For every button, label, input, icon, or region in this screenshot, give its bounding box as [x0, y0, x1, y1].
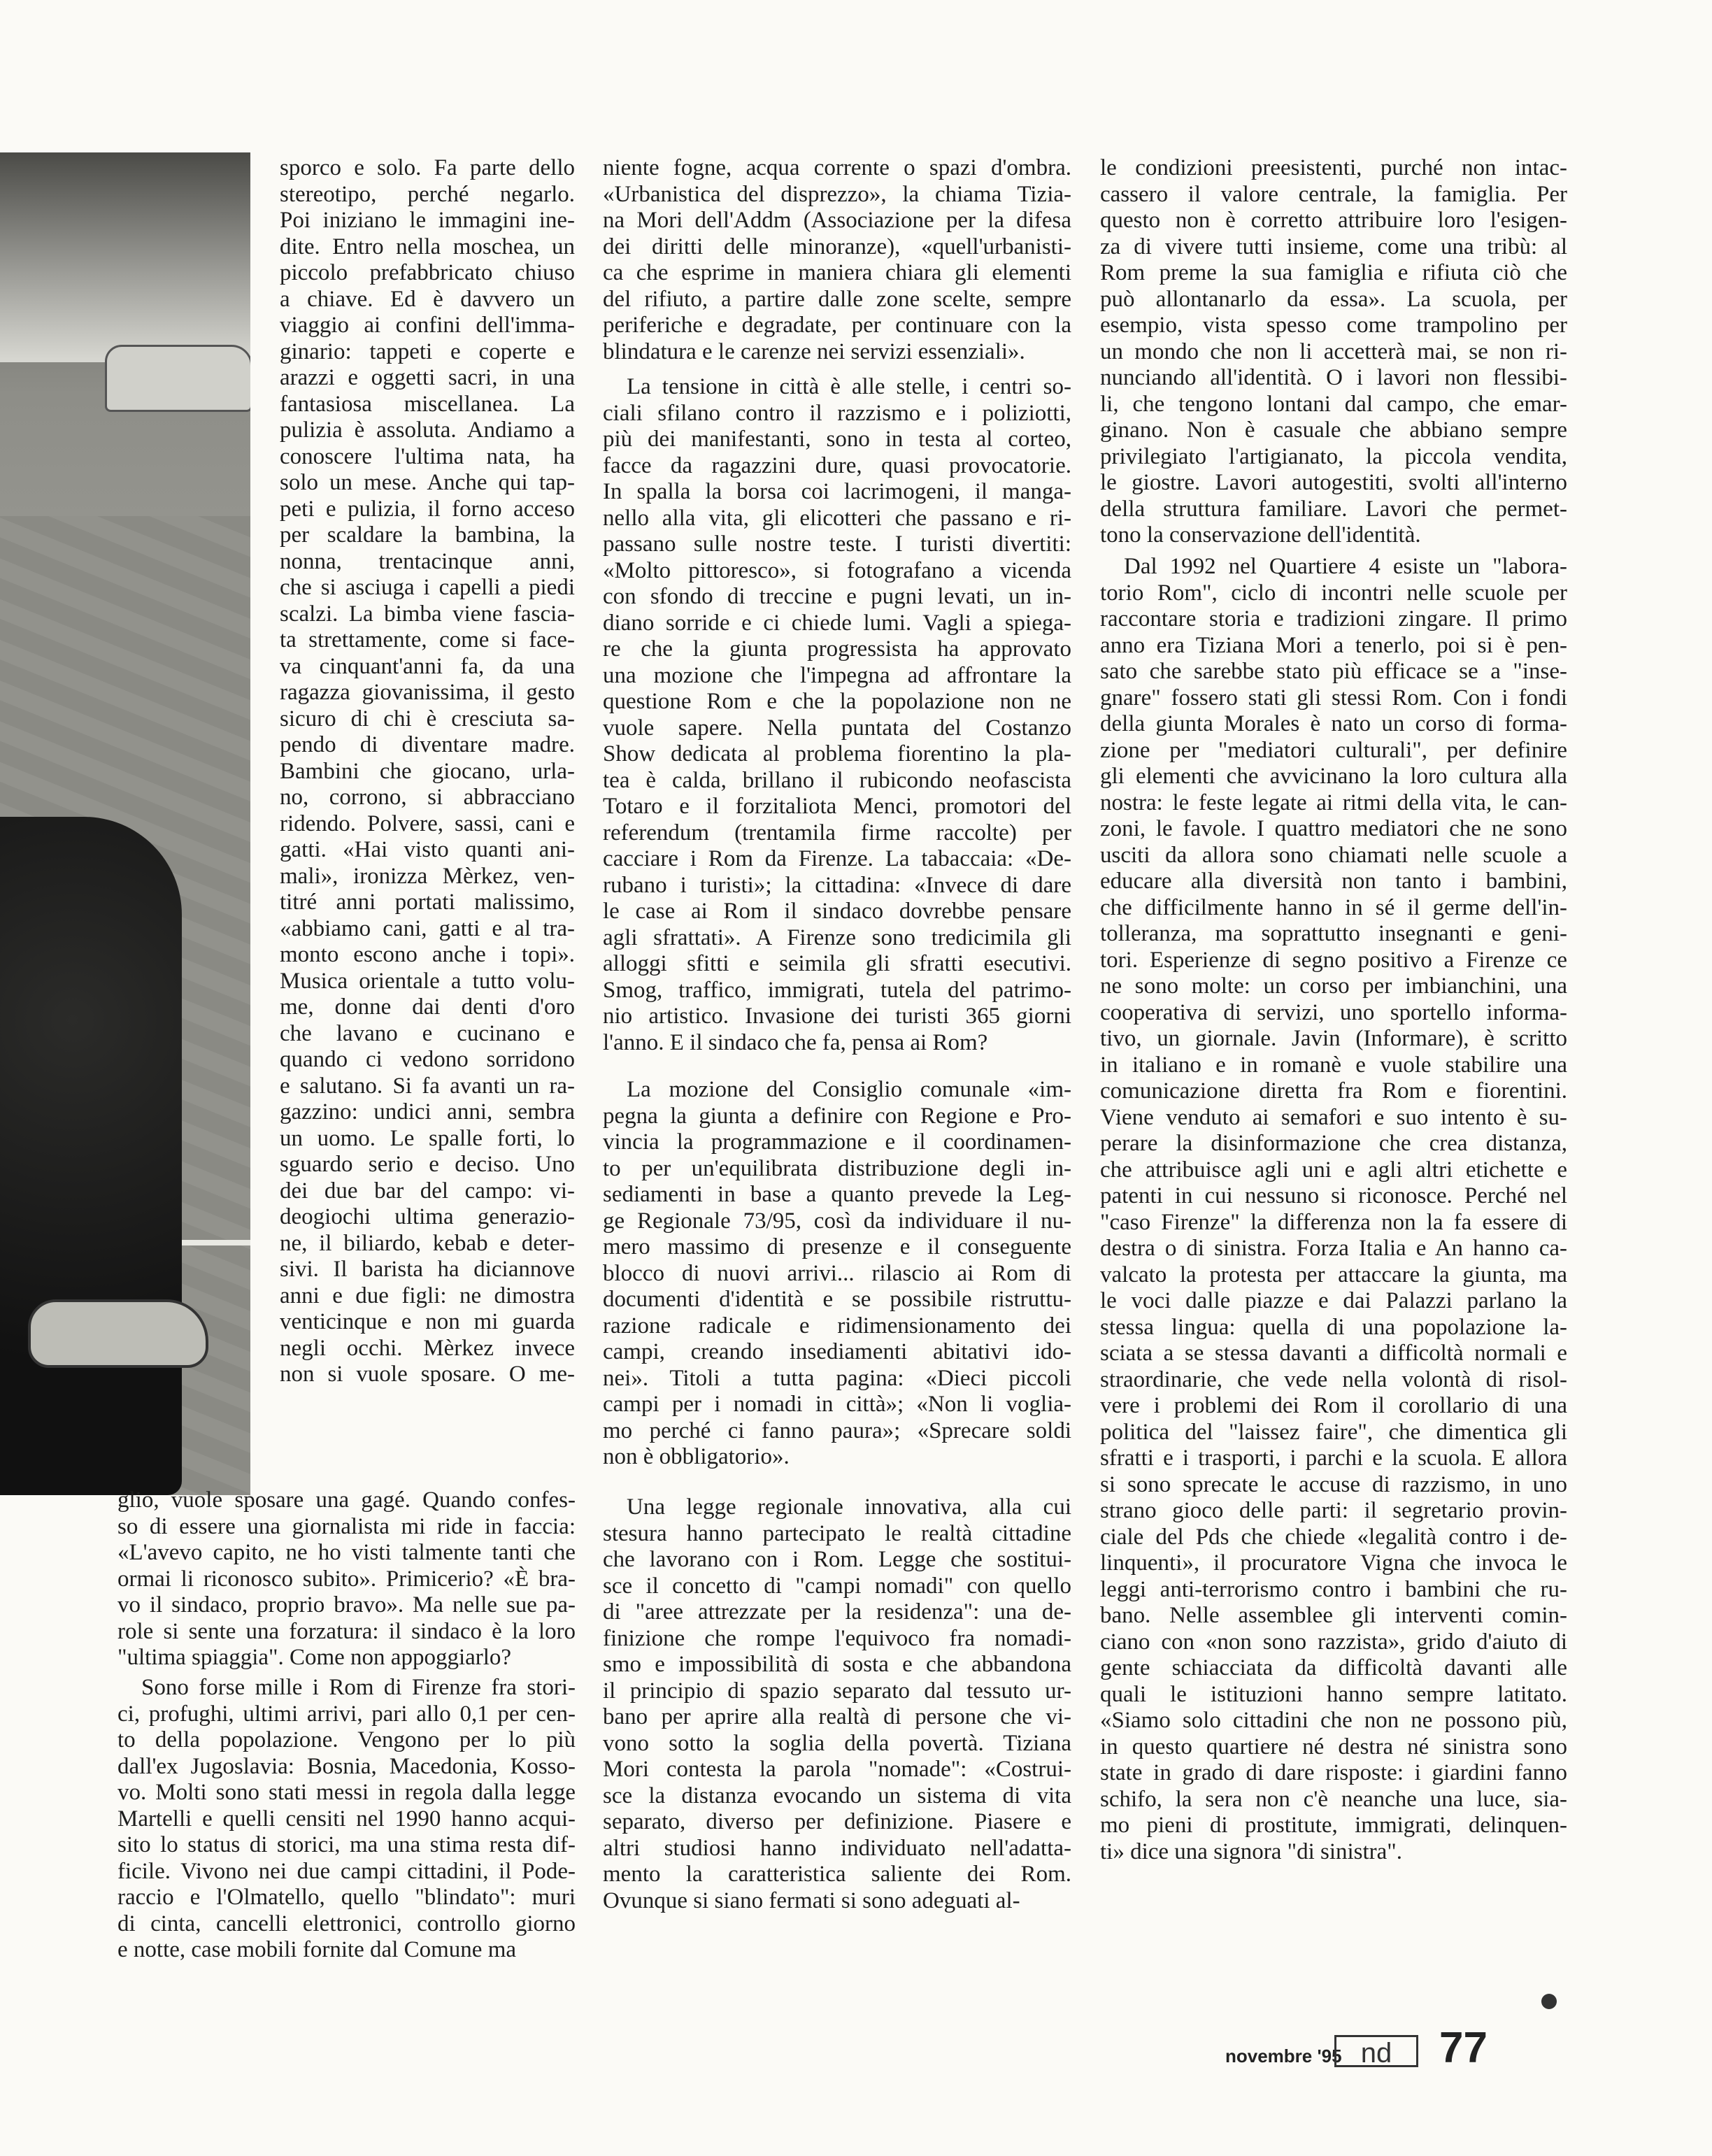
text-line: sfratti e i trasporti, i parchi e la scuola. E allora — [1100, 1445, 1567, 1471]
text-line: sce la distanza evocando un sistema di vita — [603, 1783, 1071, 1808]
text-line: nello alla vita, gli elicotteri che passano e ri- — [603, 505, 1071, 531]
text-line: sivi. Il barista ha diciannove — [280, 1257, 575, 1282]
text-line: di cinta, cancelli elettronici, controllo giorno — [117, 1911, 576, 1936]
text-line: state in grado di dare risposte: i giardini fanno — [1100, 1760, 1567, 1785]
text-line: sito lo status di storici, ma una stima resta dif- — [117, 1832, 576, 1857]
text-line: «Urbanistica del disprezzo», la chiama Tizia- — [603, 181, 1071, 207]
text-line: «abbiamo cani, gatti e al tra- — [280, 915, 575, 941]
text-line: ti» dice una signora "di sinistra". — [1100, 1839, 1403, 1864]
text-line: raccio e l'Olmatello, quello "blindato": muri — [117, 1885, 576, 1910]
text-line: alloggi sfitti e seimila gli sfratti esecutivi. — [603, 951, 1071, 976]
text-line: monto escono anche i topi». — [280, 942, 575, 967]
text-line: ca che esprime in maniera chiara gli elementi — [603, 260, 1071, 285]
text-line: perare la disinformazione che crea distanza, — [1100, 1131, 1567, 1156]
page-number: 77 — [1439, 2024, 1488, 2072]
text-line: sciata a se stessa davanti a difficoltà normali e — [1100, 1341, 1567, 1366]
text-line: cacciare i Rom da Firenze. La tabaccaia: «De- — [603, 846, 1071, 871]
text-line: strano gioco delle parti: il segretario provin- — [1100, 1498, 1567, 1523]
photo — [0, 152, 250, 1495]
text-line: titré anni portati malissimo, — [280, 890, 575, 915]
text-line: so di essere una giornalista mi ride in faccia: — [117, 1513, 576, 1539]
text-line: Musica orientale a tutto volu- — [280, 968, 575, 994]
article-column-1-wide — [117, 1487, 576, 1671]
text-line: della struttura familiare. Lavori che permet- — [1100, 496, 1567, 522]
text-line: ormai li riconosco subito». Primicerio? «È bra- — [117, 1566, 576, 1592]
text-line: e notte, case mobili fornite dal Comune ma — [117, 1937, 517, 1962]
text-line: Viene venduto ai semafori e suo intento è su- — [1100, 1104, 1567, 1130]
text-line: zione per "mediatori culturali", per definire — [1100, 737, 1567, 763]
text-line: mo perché ci fanno paura»; «Sprecare soldi — [603, 1418, 1071, 1443]
text-line: ne, il biliardo, kebab e deter- — [280, 1230, 575, 1256]
text-line: sicuro di chi è cresciuta sa- — [280, 706, 575, 731]
text-line: Smog, traffico, immigrati, tutela del patrimo- — [603, 977, 1071, 1003]
text-line: destra o di sinistra. Forza Italia e An hanno ca- — [1100, 1236, 1567, 1261]
text-line: le voci dalle piazze e dai Palazzi parlano la — [1100, 1288, 1567, 1313]
text-line: quando ci vedono sorridono — [280, 1047, 575, 1072]
text-line: questo non è corretto attribuire loro l'esigen- — [1100, 208, 1567, 233]
text-line: nei». Titoli a tutta pagina: «Dieci piccoli — [603, 1365, 1071, 1391]
text-line: ginario: tappeti e coperte e — [280, 338, 575, 364]
text-line: sediamenti in base a quanto prevede la Leg- — [603, 1182, 1071, 1207]
text-line: vo il sindaco, proprio bravo». Ma nelle sue pa- — [117, 1592, 576, 1618]
text-line: del rifiuto, a partire dalle zone scelte, sempre — [603, 286, 1071, 312]
text-line: zoni, le favole. I quattro mediatori che ne sono — [1100, 816, 1567, 841]
text-line: za di vivere tutti insieme, come una tribù: al — [1100, 234, 1567, 259]
text-line: linquenti», il procuratore Vigna che invoca le — [1100, 1550, 1567, 1576]
text-line: in questo quartiere né destra né sinistra sono — [1100, 1734, 1567, 1759]
text-line: deogiochi ultima generazio- — [280, 1204, 575, 1229]
text-line: raccontare storia e tradizioni zingare. Il primo — [1100, 606, 1567, 631]
text-line: li, che tengono lontani dal campo, che emar- — [1100, 391, 1567, 417]
text-line: to della popolazione. Vengono per lo più — [117, 1727, 576, 1752]
text-line: pulizia è assoluta. Andiamo a — [280, 417, 575, 443]
text-line: Bambini che giocano, urla- — [280, 758, 575, 784]
text-line: tea è calda, brillano il rubicondo neofascista — [603, 767, 1071, 793]
text-line: gatti. «Hai visto quanti ani- — [280, 837, 575, 862]
text-line: esempio, vista spesso come trampolino per — [1100, 313, 1567, 338]
article-column-2-paragraph-1 — [603, 155, 1071, 365]
text-line: na Mori dell'Addm (Associazione per la difesa — [603, 208, 1071, 233]
text-line: blindatura e le carenze nei servizi essenziali». — [603, 338, 1025, 364]
text-line: role si sente una forzatura: il sindaco è la loro — [117, 1618, 576, 1644]
text-line: può allontanarlo da essa». La scuola, per — [1100, 286, 1567, 312]
text-line: sce il concetto di "campi nomadi" con quello — [603, 1573, 1071, 1599]
text-line: separato, diverso per definizione. Piasere e — [603, 1809, 1071, 1834]
text-line: pegna la giunta a definire con Regione e Pro- — [603, 1103, 1071, 1129]
text-line: blocco di nuovi arrivi... rilascio ai Rom di — [603, 1260, 1071, 1286]
text-line: le giostre. Lavori autogestiti, svolti all'interno — [1100, 470, 1567, 495]
issue-date: novembre '95 — [1225, 2046, 1342, 2066]
text-line: che difficilmente hanno in sé il germe dell'in- — [1100, 894, 1567, 920]
text-line: sato che sarebbe stato più efficace se a "inse- — [1100, 659, 1567, 684]
text-line: patenti in cui nessuno si riconosce. Perché nel — [1100, 1183, 1567, 1208]
text-line: dei due bar del campo: vi- — [280, 1178, 575, 1204]
text-line: mali», ironizza Mèrkez, ven- — [280, 863, 575, 889]
text-line: gazzino: undici anni, sembra — [280, 1099, 575, 1125]
article-column-3-paragraph-2 — [1100, 554, 1567, 1865]
text-line: me, donne dai denti d'oro — [280, 994, 575, 1020]
text-line: stesura hanno partecipato le realtà cittadine — [603, 1520, 1071, 1546]
text-line: smo e impossibilità di sosta e che abbandona — [603, 1652, 1071, 1677]
end-mark — [1541, 1994, 1557, 2009]
text-line: passano sulle nostre teste. I turisti divertiti: — [603, 531, 1071, 557]
text-line: va cinquant'anni fa, da una — [280, 653, 575, 679]
article-column-1-paragraph — [117, 1675, 576, 1964]
text-line: bano. Nelle assemblee gli interventi comin- — [1100, 1603, 1567, 1628]
article-column-3-paragraph-1 — [1100, 155, 1567, 549]
text-line: fantasiosa miscellanea. La — [280, 391, 575, 417]
text-line: torio Rom", ciclo di incontri nelle scuole per — [1100, 580, 1567, 606]
text-line: piccolo prefabbricato chiuso — [280, 260, 575, 285]
text-line: quali le istituzioni hanno sempre latitato. — [1100, 1681, 1567, 1707]
text-line: un uomo. Le spalle forti, lo — [280, 1125, 575, 1151]
text-line: ciano con «non sono razzista», grido d'aiuto di — [1100, 1629, 1567, 1655]
text-line: negli occhi. Mèrkez invece — [280, 1335, 575, 1361]
text-line: nostra: le feste legate ai ritmi della vita, le can- — [1100, 790, 1567, 815]
text-line: di "aree attrezzate per la residenza": una de- — [603, 1599, 1071, 1625]
text-line: «Molto pittoresco», si fotografano a vicenda — [603, 557, 1071, 583]
text-line: La mozione del Consiglio comunale «im- — [627, 1077, 1071, 1102]
text-line: le case ai Rom il sindaco dovrebbe pensare — [603, 899, 1071, 924]
text-line: «Siamo solo cittadini che non ne possono più, — [1100, 1708, 1567, 1733]
text-line: mo pieni di prostitute, immigrati, delinquen- — [1100, 1813, 1567, 1838]
text-line: Rom preme la sua famiglia e rifiuta ciò che — [1100, 260, 1567, 285]
text-line: peti e pulizia, il forno acceso — [280, 496, 575, 522]
text-line: solo un mese. Anche qui tap- — [280, 470, 575, 495]
text-line: glio, vuole sposare una gagé. Quando confes- — [117, 1487, 576, 1513]
text-line: a chiave. Ed è davvero un — [280, 286, 575, 312]
text-line: che attribuisce agli uni e agli altri etichette e — [1100, 1157, 1567, 1183]
text-line: in italiano e in romanè e vuole stabilire una — [1100, 1052, 1567, 1078]
text-line: documenti d'identità e se possibile ristruttu- — [603, 1287, 1071, 1312]
text-line: ciale del Pds che chiede «legalità contro i de- — [1100, 1524, 1567, 1550]
text-line: mero massimo di presenze e il conseguente — [603, 1234, 1071, 1259]
text-line: mento la caratteristica saliente dei Rom. — [603, 1862, 1071, 1887]
text-line: "caso Firenze" la differenza non la fa essere di — [1100, 1209, 1567, 1235]
article-column-1-narrow — [280, 155, 575, 1388]
text-line: che lavano e cucinano e — [280, 1020, 575, 1046]
text-line: gente schiacciata da difficoltà davanti alle — [1100, 1655, 1567, 1680]
text-line: ridendo. Polvere, sassi, cani e — [280, 811, 575, 836]
text-line: rubano i turisti»; la cittadina: «Invece di dare — [603, 872, 1071, 898]
text-line: Sono forse mille i Rom di Firenze fra stori- — [141, 1675, 576, 1700]
text-line: anni e due figli: ne dimostra — [280, 1283, 575, 1308]
text-line: ge Regionale 73/95, così da individuare il nu- — [603, 1208, 1071, 1234]
text-line: Show dedicata al problema fiorentino la pla- — [603, 741, 1071, 766]
text-line: La tensione in città è alle stelle, i centri so- — [627, 374, 1071, 399]
text-line: Martelli e quelli censiti nel 1990 hanno acqui- — [117, 1806, 576, 1832]
text-line: privilegiato l'artigianato, la piccola vendita, — [1100, 443, 1567, 469]
text-line: no, corrono, si abbracciano — [280, 785, 575, 810]
text-line: ginano. Non è casuale che abbiano sempre — [1100, 417, 1567, 443]
text-line: che si asciuga i capelli a piedi — [280, 575, 575, 600]
text-line: referendum (trentamila firme raccolte) per — [603, 820, 1071, 845]
text-line: leggi anti-terrorismo contro i bambini che ru- — [1100, 1576, 1567, 1602]
text-line: ciali sfilano contro il razzismo e i poliziotti, — [603, 400, 1071, 426]
text-line: «L'avevo capito, ne ho visti talmente tanti che — [117, 1540, 576, 1565]
text-line: non è obbligatorio». — [603, 1444, 790, 1469]
text-line: tolleranza, ma soprattutto insegnanti e geni- — [1100, 921, 1567, 946]
text-line: usciti da allora sono chiamati nelle scuole a — [1100, 842, 1567, 868]
text-line: finizione che rompe l'equivoco fra nomadi- — [603, 1625, 1071, 1651]
text-line: comunicazione diretta fra Rom e fiorentini. — [1100, 1078, 1567, 1104]
text-line: l'anno. E il sindaco che fa, pensa ai Rom? — [603, 1029, 988, 1055]
text-line: valcato la protesta per attaccare la giunta, ma — [1100, 1262, 1567, 1287]
text-line: gnare" fossero stati gli stessi Rom. Con i fondi — [1100, 685, 1567, 711]
text-line: per scaldare la bambina, la — [280, 522, 575, 548]
text-line: tono la conservazione dell'identità. — [1100, 522, 1421, 548]
text-line: re che la giunta progressista ha approvato — [603, 636, 1071, 662]
text-line: anno era Tiziana Mori a tenerlo, poi si è pen- — [1100, 632, 1567, 658]
text-line: con sfondo di treccine e pugni levati, un in- — [603, 584, 1071, 609]
text-line: ficile. Vivono nei due campi cittadini, il Pode- — [117, 1858, 576, 1884]
text-line: sporco e solo. Fa parte dello — [280, 155, 575, 180]
text-line: Una legge regionale innovativa, alla cui — [627, 1494, 1071, 1520]
text-line: venticinque e non mi guarda — [280, 1309, 575, 1334]
text-line: facce da ragazzini dure, quasi provocatorie. — [603, 452, 1071, 478]
text-line: Mori contesta la parola "nomade": «Costrui- — [603, 1757, 1071, 1782]
article-column-2-paragraph-3 — [603, 1077, 1071, 1471]
text-line: schifo, la sera non c'è neanche una luce, sia- — [1100, 1786, 1567, 1812]
text-line: più dei manifestanti, sono in testa al corteo, — [603, 427, 1071, 452]
text-line: altri studiosi hanno individuato nell'adatta- — [603, 1835, 1071, 1861]
text-line: cooperativa di servizi, uno sportello informa- — [1100, 999, 1567, 1025]
text-line: diano sorride e ci chiede lumi. Vagli a spiega- — [603, 610, 1071, 636]
text-line: gli elementi che avvicinano la loro cultura alla — [1100, 764, 1567, 789]
text-line: cassero il valore centrale, la famiglia. Per — [1100, 181, 1567, 207]
text-line: vono sotto la soglia della povertà. Tiziana — [603, 1730, 1071, 1756]
text-line: ne sono molte: un corso per imbianchini, una — [1100, 973, 1567, 999]
text-line: periferiche e degradate, per continuare con la — [603, 313, 1071, 338]
text-line: arazzi e oggetti sacri, in una — [280, 365, 575, 390]
text-line: ta strettamente, come si face- — [280, 627, 575, 652]
text-line: In spalla la borsa coi lacrimogeni, il manga- — [603, 479, 1071, 504]
text-line: dite. Entro nella moschea, un — [280, 234, 575, 259]
text-line: della giunta Morales è nato un corso di forma- — [1100, 711, 1567, 736]
text-line: un mondo che non li accetterà mai, se non ri- — [1100, 338, 1567, 364]
text-line: il principio di spazio separato dal tessuto ur- — [603, 1678, 1071, 1704]
text-line: scalzi. La bimba viene fascia- — [280, 601, 575, 627]
text-line: e salutano. Si fa avanti un ra- — [280, 1073, 575, 1099]
text-line: nunciando all'identità. O i lavori non flessibi- — [1100, 365, 1567, 390]
text-line: dall'ex Jugoslavia: Bosnia, Macedonia, Kosso- — [117, 1753, 576, 1779]
text-line: "ultima spiaggia". Come non appoggiarlo? — [117, 1645, 512, 1670]
text-line: politica del "laissez faire", che dimentica gli — [1100, 1419, 1567, 1445]
text-line: tori. Esperienze di segno positivo a Firenze ce — [1100, 947, 1567, 973]
text-line: vo. Molti sono stati messi in regola dalla legge — [117, 1780, 576, 1805]
text-line: agli sfrattati». A Firenze sono tredicimila gli — [603, 924, 1071, 950]
text-line: viaggio ai confini dell'imma- — [280, 313, 575, 338]
text-line: Ovunque si siano fermati si sono adeguati al- — [603, 1887, 1020, 1913]
text-line: si sono sprecate le accuse di razzismo, in uno — [1100, 1471, 1567, 1497]
text-line: questione Rom e che la popolazione non ne — [603, 689, 1071, 714]
article-column-2-paragraph-4 — [603, 1494, 1071, 1914]
text-line: ragazza giovanissima, il gesto — [280, 680, 575, 705]
text-line: vere i problemi dei Rom il corollario di una — [1100, 1393, 1567, 1418]
text-line: le condizioni preesistenti, purché non intac- — [1100, 155, 1567, 180]
text-line: tivo, un giornale. Javin (Informare), è scritto — [1100, 1026, 1567, 1051]
text-line: campi per i nomadi in città»; «Non li voglia- — [603, 1392, 1071, 1417]
text-line: vincia la programmazione e il coordinamen- — [603, 1129, 1071, 1155]
text-line: straordinarie, che vede nella volontà di risol- — [1100, 1366, 1567, 1392]
text-line: una mozione che l'impegna ad affrontare la — [603, 662, 1071, 688]
text-line: nonna, trentacinque anni, — [280, 548, 575, 574]
text-line: non si vuole sposare. O me- — [280, 1362, 575, 1387]
text-line: stereotipo, perché negarlo. — [280, 181, 575, 207]
text-line: educare alla diversità non tanto i bambini, — [1100, 869, 1567, 894]
text-line: bano per aprire alla realtà di persone che vi- — [603, 1704, 1071, 1729]
text-line: campi, creando insediamenti abitativi ido- — [603, 1339, 1071, 1364]
text-line: Totaro e il forzitaliota Menci, promotori del — [603, 794, 1071, 819]
text-line: Poi iniziano le immagini ine- — [280, 208, 575, 233]
text-line: sguardo serio e deciso. Uno — [280, 1152, 575, 1177]
text-line: dei diritti delle minoranze), «quell'urbanisti- — [603, 234, 1071, 259]
magazine-logo: nd — [1334, 2035, 1418, 2067]
text-line: stessa lingua: quella di una popolazione la- — [1100, 1314, 1567, 1340]
text-line: che lavorano con i Rom. Legge che sostitui- — [603, 1547, 1071, 1572]
text-line: razione radicale e ridimensionamento dei — [603, 1313, 1071, 1338]
text-line: Dal 1992 nel Quartiere 4 esiste un "labora- — [1124, 554, 1567, 579]
text-line: pendo di diventare madre. — [280, 732, 575, 757]
text-line: niente fogne, acqua corrente o spazi d'ombra. — [603, 155, 1071, 180]
article-column-2-paragraph-2 — [603, 374, 1071, 1056]
text-line: vuole sapere. Nella puntata del Costanzo — [603, 715, 1071, 741]
text-line: conoscere l'ultima nata, ha — [280, 443, 575, 469]
text-line: nio artistico. Invasione dei turisti 365 giorni — [603, 1004, 1071, 1029]
text-line: to per un'equilibrata distribuzione degli in- — [603, 1155, 1071, 1181]
text-line: ci, profughi, ultimi arrivi, pari allo 0,1 per cen- — [117, 1701, 576, 1727]
